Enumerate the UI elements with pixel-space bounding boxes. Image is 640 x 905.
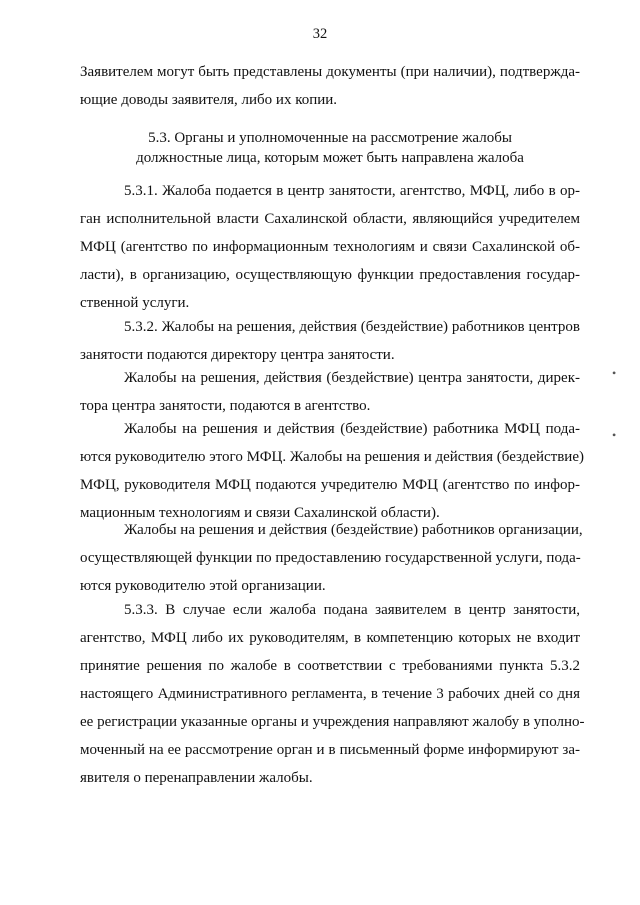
- text-line: настоящего Административного регламента, в течение 3 рабочих дней со дня: [80, 686, 580, 702]
- text-line: ственной услуги.: [80, 295, 190, 311]
- text-line: МФЦ, руководителя МФЦ подаются учредителю МФЦ (агентство по инфор-: [80, 477, 580, 493]
- scan-mark: •: [612, 366, 617, 380]
- text-line: ются руководителю этого МФЦ. Жалобы на решения и действия (бездействие): [80, 449, 584, 465]
- text-line: 5.3.3. В случае если жалоба подана заявителем в центр занятости,: [124, 602, 580, 618]
- text-line: принятие решения по жалобе в соответствии с требованиями пункта 5.3.2: [80, 658, 580, 674]
- heading-line: 5.3. Органы и уполномоченные на рассмотрение жалобы: [148, 130, 512, 146]
- text-line: ган исполнительной власти Сахалинской области, являющийся учредителем: [80, 211, 580, 227]
- page-number: 32: [312, 26, 328, 42]
- text-line: Жалобы на решения и действия (бездействие) работников организации,: [124, 522, 583, 538]
- text-line: занятости подаются директору центра занятости.: [80, 347, 395, 363]
- text-line: ющие доводы заявителя, либо их копии.: [80, 92, 338, 108]
- text-line: Жалобы на решения и действия (бездействие) работника МФЦ пода-: [124, 421, 580, 437]
- section-heading: [80, 128, 580, 168]
- text-line: 5.3.1. Жалоба подается в центр занятости, агентство, МФЦ, либо в ор-: [124, 183, 580, 199]
- intro-paragraph: [80, 58, 580, 114]
- paragraph-agency: [80, 364, 580, 420]
- paragraph-mfc: [80, 415, 584, 527]
- text-line: ее регистрации указанные органы и учреждения направляют жалобу в уполно-: [80, 714, 585, 730]
- scan-mark: •: [612, 428, 617, 442]
- text-line: ласти), в организацию, осуществляющую функции предоставления государ-: [80, 267, 580, 283]
- paragraph-5-3-1: [80, 177, 580, 317]
- text-line: моченный на ее рассмотрение орган и в письменный форме информируют за-: [80, 742, 580, 758]
- text-line: осуществляющей функции по предоставлению государственной услуги, пода-: [80, 550, 581, 566]
- text-line: мационным технологиям и связи Сахалинской области).: [80, 505, 440, 521]
- paragraph-5-3-3: [80, 596, 585, 792]
- paragraph-organization: [80, 516, 583, 600]
- text-line: Заявителем могут быть представлены документы (при наличии), подтвержда-: [80, 64, 580, 80]
- text-line: 5.3.2. Жалобы на решения, действия (бездействие) работников центров: [124, 319, 580, 335]
- paragraph-5-3-2: [80, 313, 580, 369]
- text-line: Жалобы на решения, действия (бездействие) центра занятости, дирек-: [124, 370, 580, 386]
- heading-line: должностные лица, которым может быть направлена жалоба: [136, 150, 524, 166]
- text-line: агентство, МФЦ либо их руководителям, в компетенцию которых не входит: [80, 630, 580, 646]
- text-line: ются руководителю этой организации.: [80, 578, 326, 594]
- text-line: МФЦ (агентство по информационным технологиям и связи Сахалинской об-: [80, 239, 580, 255]
- text-line: тора центра занятости, подаются в агентство.: [80, 398, 371, 414]
- text-line: явителя о перенаправлении жалобы.: [80, 770, 313, 786]
